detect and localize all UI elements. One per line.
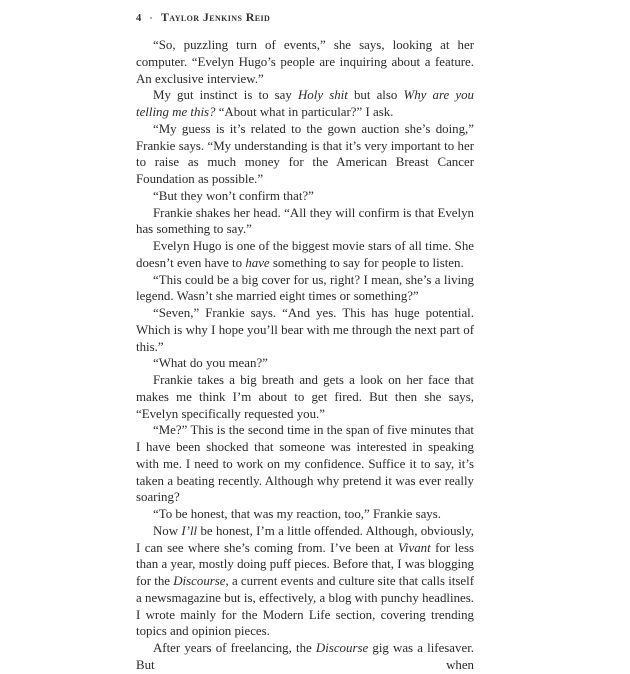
paragraph <box>136 205 474 239</box>
italic-text: I’ll <box>181 523 198 538</box>
text: Frankie takes a big breath and gets a look on her face that makes me think I’m about to get fired. But then she says, “Evelyn specifically requested you.” <box>136 373 474 421</box>
text: “What do you mean?” <box>153 356 268 371</box>
paragraph <box>136 372 474 422</box>
paragraph <box>136 87 474 121</box>
paragraph <box>136 640 474 674</box>
body-text <box>136 37 474 674</box>
text: something to say for people to listen. <box>269 255 464 270</box>
paragraph <box>136 272 474 306</box>
text: for less than a year, mostly doing puff pieces. Before that, I was blogging for the <box>136 540 474 588</box>
text: Evelyn Hugo is one of the biggest movie stars of all time. She doesn’t even have to <box>136 239 474 270</box>
italic-text: have <box>245 255 270 270</box>
text: Frankie shakes her head. “All they will confirm is that Evelyn has something to say.” <box>136 205 474 237</box>
text: “So, puzzling turn of events,” she says, looking at her computer. “Evelyn Hugo’s people are inquiring about a feature. An exclusive interview.” <box>136 38 474 86</box>
text: “This could be a big cover for us, right? I mean, she’s a living legend. Wasn’t she married eight times or something?” <box>136 272 474 304</box>
italic-text: Why are you telling me this? <box>136 88 475 119</box>
text: Now <box>153 523 182 538</box>
running-head <box>136 10 270 25</box>
italic-text: Discourse <box>173 574 226 588</box>
paragraph <box>136 422 474 506</box>
text: gig was a lifesaver. But when <box>136 641 474 672</box>
page-number: 4 <box>136 13 142 24</box>
text: “But they won’t confirm that?” <box>153 188 314 203</box>
italic-text: Vivant <box>397 540 431 555</box>
paragraph <box>136 37 474 87</box>
author-name: Taylor Jenkins Reid <box>160 10 271 24</box>
paragraph <box>136 121 474 188</box>
text: , a current events and culture site that calls itself a newsmagazine but is, effectively, a blog with punchy headlines. I wrote mainly for the Modern Life section, covering trending topics and opinion pieces. <box>136 574 474 639</box>
text: “My guess is it’s related to the gown auction she’s doing,” Frankie says. “My understanding is that it’s very important to her to raise as much money for the American Breast Cancer Foundation as possible.” <box>136 121 474 186</box>
text: be honest, I’m a little offended. Although, obviously, I can see where she’s coming from. I’ve been at <box>136 523 474 555</box>
paragraph <box>136 355 474 372</box>
text: “About what in particular?” I ask. <box>215 105 394 119</box>
italic-text: Discourse <box>315 641 369 655</box>
paragraph <box>136 305 474 355</box>
italic-text: Holy shit <box>298 88 348 103</box>
text: “Seven,” Frankie says. “And yes. This has huge potential. Which is why I hope you’ll bear with me through the next part of this.” <box>136 306 474 354</box>
text: “To be honest, that was my reaction, too,” Frankie says. <box>153 507 441 521</box>
text: but also <box>347 88 404 103</box>
paragraph <box>136 523 474 640</box>
text: “Me?” This is the second time in the span of five minutes that I have been shocked that someone was interested in speaking with me. I need to work on my confidence. Suffice it to say, it’s taken a beating recently. Although why pretend it was ever really soaring? <box>136 423 474 505</box>
text: After years of freelancing, the <box>153 641 316 655</box>
paragraph <box>136 506 474 523</box>
paragraph <box>136 238 474 272</box>
text: My gut instinct is to say <box>153 88 298 103</box>
paragraph <box>136 188 474 205</box>
separator-dot: • <box>149 14 153 24</box>
